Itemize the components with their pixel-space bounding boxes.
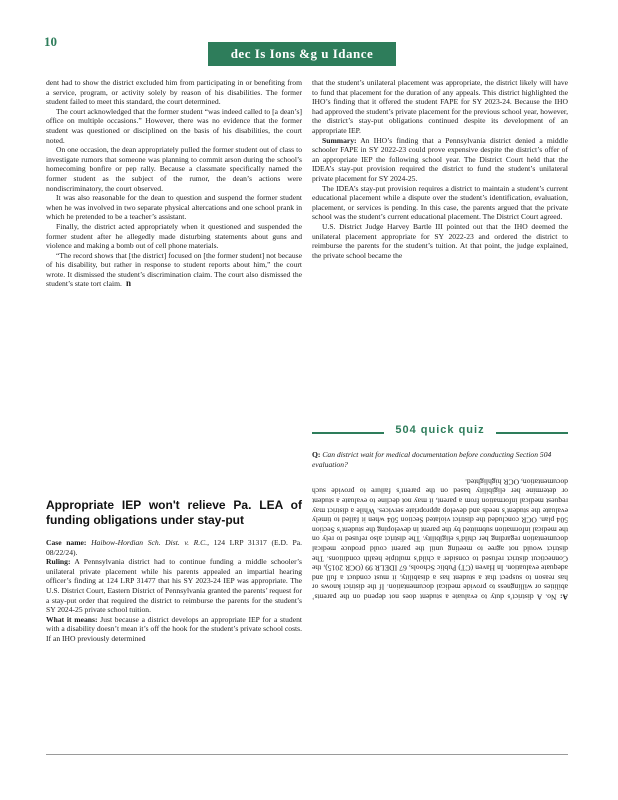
article-body [46, 538, 302, 644]
right-paragraph-2-text: An IHO’s finding that a Pennsylvania district denied a middle schooler FAPE in SY 2022-23 could prove expensive despite the district’s offer of an appropriate IEP the following school year. The District Court held that the IDEA’s stay-put provision required the district to fund the student’s unilateral private placement for SY 2024-25. [312, 135, 568, 183]
quiz-question-label: Q: [312, 450, 321, 459]
quiz-rule-left [312, 432, 384, 434]
left-paragraph-5: Finally, the district acted appropriately when it questioned and suspended the former student after he allegedly made disturbing statements about guns and violence and making a bomb out of cell phone materials. [46, 221, 302, 251]
quiz-answer-label: A: [559, 592, 568, 602]
left-paragraph-2: The court acknowledged that the former student “was indeed called to [a dean’s] office on multiple occasions.” However, there was no evidence that the former student was questioned or disciplined on the basis of his disabilities, the court noted. [46, 106, 302, 145]
quiz-header [312, 424, 568, 442]
end-mark: n [125, 278, 131, 289]
meaning-label: What it means: [46, 614, 98, 624]
meaning-line [46, 615, 302, 644]
quiz-title: 504 quick quiz [395, 424, 485, 436]
quiz-answer-text: No. A district’s duty to evaluate a student does not depend on the parents’ abilities or willingness to provide medical documentation. If the district knows or has reason to suspect that a student has a disability, it must conduct a full and adequate evaluation. In Haven (CT) Public Schools, 67 IDELR 99 (OCR 2015), the Connecticut district refused to consider a child’s multiple health conditions. The district would not agree to meeting until the parent could produce medical documentation regarding her child’s eligibility. The district also refused to rely on the medical information submitted by the parent in developing the student’s Section 504 plan. OCR concluded the district violated Section 504 when it failed to timely evaluate the student’s needs and develop appropriate services. While a district may request medical information from a parent, it may not decline to evaluate a student or determine her eligibility based on the parent’s failure to provide such documentation, OCR highlighted. [312, 477, 568, 602]
quiz-rule-right [496, 432, 568, 434]
left-paragraph-6-text: “The record shows that [the district] focused on [the former student] not because of his disability, but rather in response to student reports about him,” the court wrote. It dismissed the student’s discrimination claim. The court also dismissed the student’s state tort claim. [46, 250, 302, 289]
left-paragraph-1: dent had to show the district excluded him from participating in or benefiting from a service, program, or activity solely by reason of his disabilities. The former student failed to meet this standard, the court determined. [46, 78, 302, 107]
page-number: 10 [44, 34, 57, 49]
quiz-answer-upside-down [312, 477, 568, 602]
quiz-question [312, 450, 568, 469]
case-line [46, 538, 302, 557]
case-cite: , 124 LRP 31317 (E.D. Pa. 08/22/24). [46, 538, 302, 557]
right-column [312, 78, 568, 260]
case-label: Case name: [46, 538, 87, 547]
meaning-text: Just because a district develops an appropriate IEP for a student with a disability doesn’t mean it’s off the hook for the student’s private school costs. If an IHO previously determined [46, 614, 302, 643]
right-paragraph-4: U.S. District Judge Harvey Bartle III pointed out that the IHO deemed the unilateral placement appropriate for SY 2022-23 and ordered the district to reimburse the parents for the student’s tuition. At that point, the judge explained, the private school became the [312, 221, 568, 260]
left-paragraph-6 [46, 251, 302, 289]
case-name: Haibow-Hordian Sch. Dist. v. R.C. [91, 538, 208, 547]
left-paragraph-4: It was also reasonable for the dean to question and suspend the former student when he was involved in two separate physical altercations and one school prank in which he pretended to be a teacher’s assistant. [46, 193, 302, 222]
summary-label: Summary: [322, 135, 357, 145]
ruling-line [46, 557, 302, 615]
right-paragraph-1: that the student’s unilateral placement was appropriate, the district likely will have to fund that placement for the duration of any appeals. This district highlighted the IHO’s finding that it offered the student FAPE for SY 2023-24. Because the IHO had approved the student’s private placement for the previous school year, however, the district’s stay-put obligations continued despite its development of an appropriate IEP. [312, 78, 568, 135]
quiz-question-text: Can district wait for medical documentation before conducting Section 504 evaluation? [312, 450, 552, 469]
ruling-text: A Pennsylvania district had to continue funding a middle schooler’s unilateral private placement while his parents appealed an impartial hearing officer’s finding at 124 LRP 31477 that his SY 2023-24 IEP was appropriate. The U.S. District Court, Eastern District of Pennsylvania granted the parents’ request for a stay-put order that required the district to reimburse the parents for the student’s SY 2024-25 private school tuition. [46, 557, 302, 615]
left-paragraph-3: On one occasion, the dean appropriately pulled the former student out of class to investigate rumors that someone was planning to commit arson during the school’s homecoming bonfire or pep rally. Because a classmate specifically named the former student as the subject of the rumor, the dean’s actions were nondiscriminatory, the court observed. [46, 145, 302, 193]
left-column [46, 78, 302, 289]
right-paragraph-3: The IDEA’s stay-put provision requires a district to maintain a student’s current educational placement while a dispute over the student’s identification, evaluation, placement, or services is pending. In this case, the parents argued that the private school was the student’s current educational placement. The District Court agreed. [312, 183, 568, 222]
section-header: dec Is Ions &g u Idance [208, 42, 396, 66]
bottom-rule [46, 754, 568, 755]
article-title: Appropriate IEP won't relieve Pa. LEA of funding obligations under stay-put [46, 498, 302, 527]
right-paragraph-2 [312, 136, 568, 184]
quick-quiz-box [312, 424, 568, 746]
ruling-label: Ruling: [46, 557, 71, 567]
